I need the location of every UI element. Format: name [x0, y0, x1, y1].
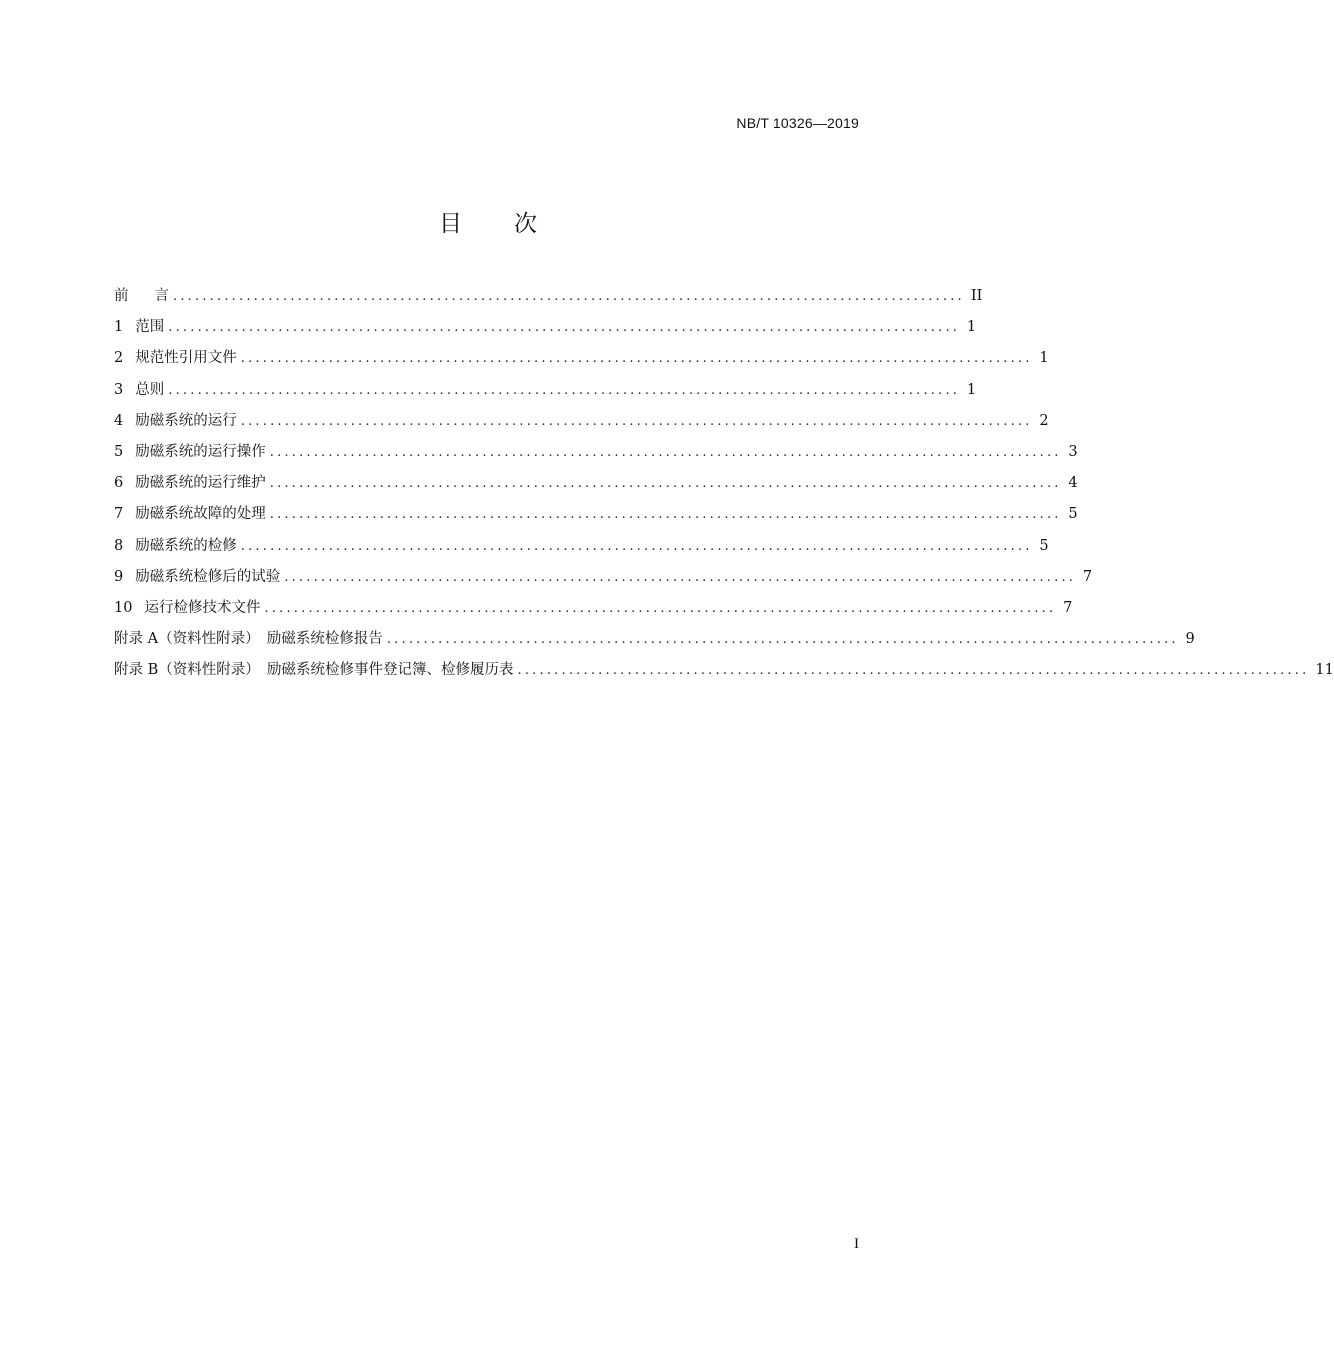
toc-item-appendix-b[interactable] — [114, 658, 1334, 689]
toc-leader: ............................................................................................................ — [168, 320, 961, 336]
toc-item-title: 范围 — [135, 319, 165, 336]
toc-item-number: 4 — [114, 412, 124, 429]
toc-item-7[interactable] — [114, 502, 1078, 533]
toc-leader: ............................................................................................................ — [240, 351, 1033, 367]
toc-item-page: 3 — [1068, 443, 1078, 460]
toc-item-page: 5 — [1068, 506, 1078, 523]
toc-item-number: 9 — [114, 568, 124, 585]
standard-number: NB/T 10326—2019 — [736, 115, 859, 131]
toc-leader: ............................................................................................................ — [386, 632, 1179, 648]
toc-item-page: 1 — [966, 381, 977, 398]
toc-leader: ............................................................................................................ — [517, 663, 1310, 679]
toc-item-title: 附录 A（资料性附录） 励磁系统检修报告 — [114, 631, 383, 648]
toc-item-number: 5 — [114, 443, 124, 460]
toc-leader: ............................................................................................................ — [240, 538, 1033, 554]
toc-item-3[interactable] — [114, 378, 977, 409]
toc-item-page: 7 — [1063, 599, 1073, 616]
toc-item-page: 7 — [1082, 568, 1093, 585]
toc-item-page: 9 — [1185, 631, 1195, 648]
toc-leader: ............................................................................................................ — [269, 476, 1062, 492]
toc-item-9[interactable] — [114, 565, 1093, 596]
toc-item-foreword[interactable] — [114, 284, 983, 315]
toc-item-title: 运行检修技术文件 — [144, 599, 261, 616]
toc-item-4[interactable] — [114, 409, 1049, 440]
toc-item-page: 2 — [1039, 412, 1049, 429]
toc-item-number: 1 — [114, 319, 124, 336]
toc-item-10[interactable] — [114, 596, 1073, 627]
toc-item-title: 励磁系统故障的处理 — [135, 506, 266, 523]
toc-item-page: 11 — [1315, 662, 1334, 679]
toc-item-5[interactable] — [114, 440, 1078, 471]
toc-item-title: 励磁系统的运行维护 — [135, 475, 266, 492]
toc-item-number: 10 — [114, 599, 133, 616]
toc-item-8[interactable] — [114, 534, 1049, 565]
toc-item-title: 规范性引用文件 — [135, 350, 237, 367]
toc-item-title: 前 言 — [114, 288, 169, 304]
toc-item-title: 总则 — [135, 381, 165, 398]
toc-item-6[interactable] — [114, 471, 1078, 502]
toc-item-title: 励磁系统的检修 — [135, 537, 237, 554]
toc-item-page: II — [970, 288, 983, 304]
toc-list — [114, 284, 1334, 689]
toc-item-appendix-a[interactable] — [114, 627, 1195, 658]
toc-item-number: 7 — [114, 506, 124, 523]
toc-item-number: 2 — [114, 350, 124, 367]
toc-item-page: 1 — [966, 319, 977, 336]
toc-leader: ............................................................................................................ — [264, 600, 1057, 616]
toc-item-title: 励磁系统的运行 — [135, 412, 237, 429]
toc-leader: ............................................................................................................ — [269, 507, 1062, 523]
toc-leader: ............................................................................................................ — [240, 413, 1033, 429]
toc-item-title: 附录 B（资料性附录） 励磁系统检修事件登记簿、检修履历表 — [114, 662, 514, 679]
toc-title-char-1: 目 — [439, 211, 462, 237]
toc-item-number: 8 — [114, 537, 124, 554]
toc-item-title: 励磁系统检修后的试验 — [135, 568, 281, 585]
toc-item-page: 4 — [1068, 475, 1078, 492]
toc-leader: ............................................................................................................ — [284, 569, 1077, 585]
toc-item-number: 6 — [114, 475, 124, 492]
toc-title — [0, 205, 976, 238]
toc-title-char-2: 次 — [514, 211, 537, 237]
toc-item-page: 1 — [1039, 350, 1049, 367]
toc-item-title: 励磁系统的运行操作 — [135, 443, 266, 460]
toc-leader: ............................................................................................................ — [269, 444, 1062, 460]
toc-item-2[interactable] — [114, 346, 1049, 377]
page-number: I — [854, 1236, 859, 1252]
toc-leader: ............................................................................................................ — [168, 382, 961, 398]
toc-item-number: 3 — [114, 381, 124, 398]
toc-item-1[interactable] — [114, 315, 977, 346]
toc-leader: ............................................................................................................ — [173, 289, 965, 304]
toc-item-page: 5 — [1039, 537, 1049, 554]
